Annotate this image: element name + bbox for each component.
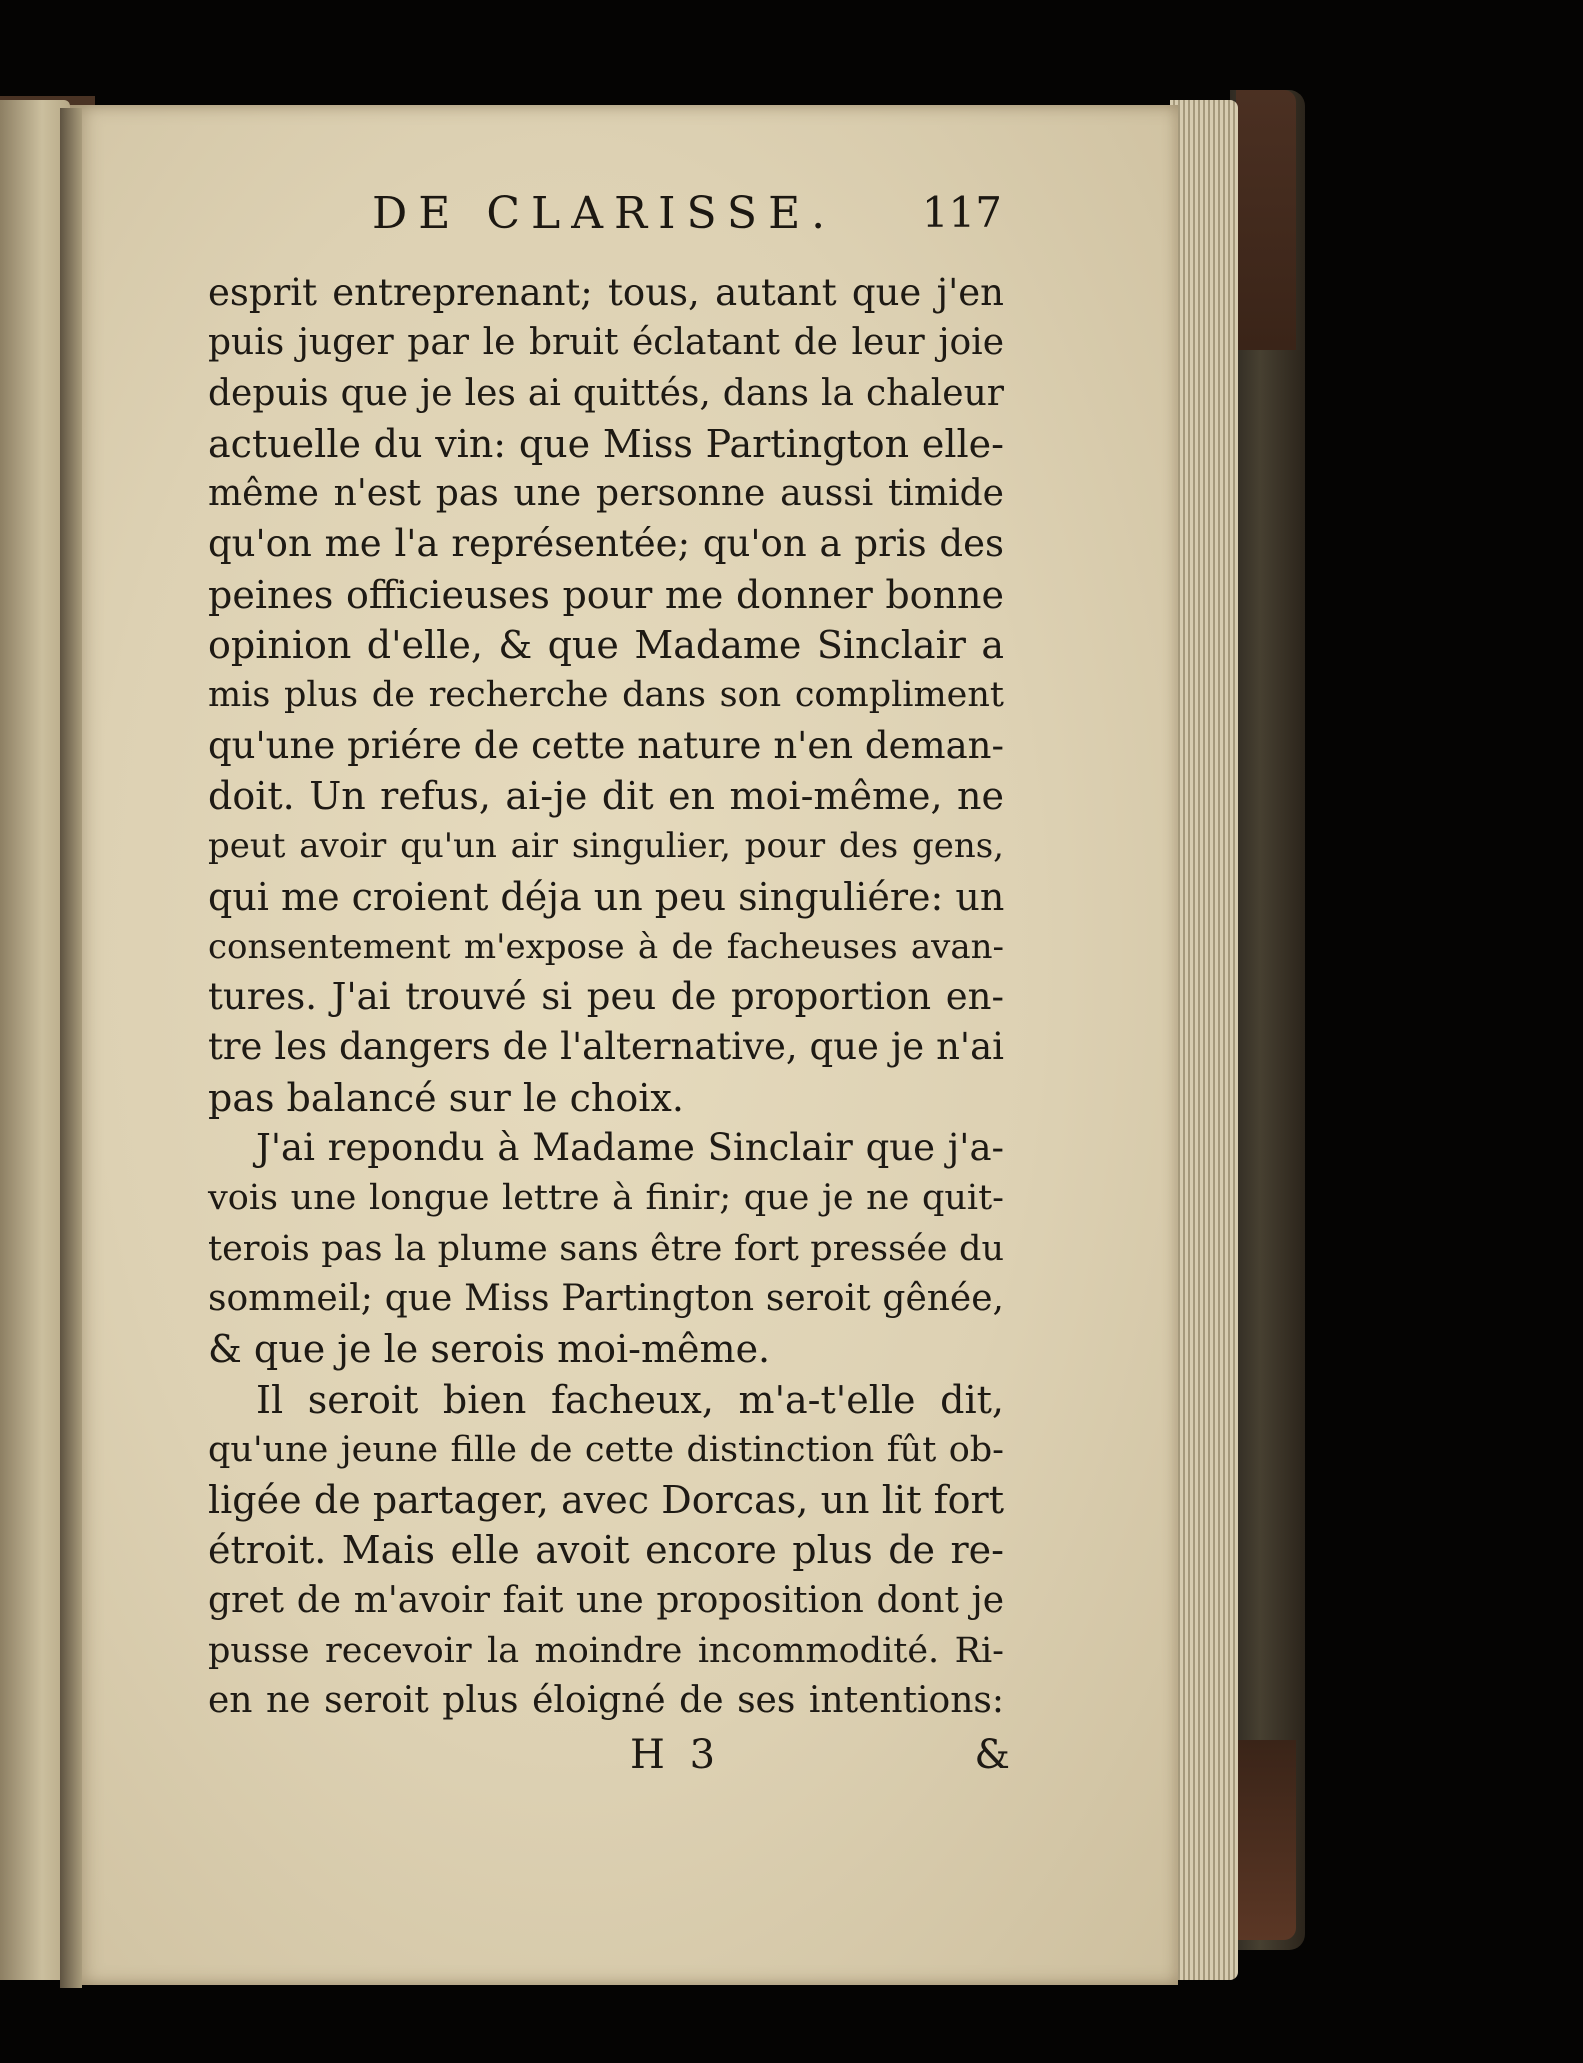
text-line: pusse recevoir la moindre incommodité. Ri- (208, 1631, 1004, 1672)
text-line: gret de m'avoir fait une proposition dont je (208, 1579, 1004, 1621)
text-line: J'ai repondu à Madame Sinclair que j'a- (256, 1126, 1004, 1170)
text-line: même n'est pas une personne aussi timide (208, 473, 1004, 515)
catchword: & (974, 1732, 1010, 1778)
text-line: pas balancé sur le choix. (208, 1075, 684, 1120)
text-line: tures. J'ai trouvé si peu de proportion en- (208, 975, 1004, 1019)
text-line: actuelle du vin: que Miss Partington elle- (208, 421, 1004, 466)
page-edges (1170, 100, 1238, 1980)
text-line: doit. Un refus, ai-je dit en moi-même, ne (208, 773, 1004, 818)
text-line: ligée de partager, avec Dorcas, un lit fort (208, 1478, 1004, 1523)
spine-leather-top (1236, 90, 1296, 350)
text-line: terois pas la plume sans être fort pressée du (208, 1228, 1004, 1269)
body-text (208, 268, 1004, 1727)
text-line: mis plus de recherche dans son compliment (208, 675, 1004, 716)
page-header (372, 188, 1012, 248)
text-line: tre les dangers de l'alternative, que je n'ai (208, 1025, 1004, 1069)
text-line: esprit entreprenant; tous, autant que j'en (208, 271, 1004, 314)
text-line: puis juger par le bruit éclatant de leur joie (208, 322, 1004, 364)
text-line: vois une longue lettre à finir; que je ne quit- (208, 1178, 1004, 1219)
spine-leather-bottom (1236, 1740, 1296, 1940)
page-gutter (60, 108, 82, 1988)
text-line: qui me croient déja un peu singuliére: un (208, 874, 1005, 919)
text-line: peut avoir qu'un air singulier, pour des gens, (208, 826, 1004, 867)
text-line: étroit. Mais elle avoit encore plus de re- (208, 1528, 1004, 1573)
signature-mark: H 3 (630, 1732, 722, 1778)
text-line: consentement m'expose à de facheuses avan- (208, 926, 1004, 967)
text-line: qu'une priére de cette nature n'en deman- (208, 723, 1004, 767)
text-line: Il seroit bien facheux, m'a-t'elle dit, (256, 1377, 1004, 1422)
text-line: en ne seroit plus éloigné de ses intentions: (208, 1680, 1004, 1722)
text-line: opinion d'elle, & que Madame Sinclair a (208, 623, 1004, 668)
text-line: qu'une jeune fille de cette distinction fût ob- (208, 1429, 1004, 1470)
text-line: peines officieuses pour me donner bonne (208, 572, 1004, 617)
text-line: depuis que je les ai quittés, dans la chaleur (208, 372, 1004, 414)
text-line: & que je le serois moi-même. (208, 1327, 771, 1372)
book-spine (1230, 90, 1305, 1950)
page-number: 117 (921, 188, 1002, 237)
running-head: DE CLARISSE. (372, 188, 837, 239)
page-footer (630, 1732, 1010, 1788)
text-line: qu'on me l'a représentée; qu'on a pris des (208, 522, 1004, 566)
text-line: sommeil; que Miss Partington seroit gênée, (208, 1277, 1004, 1319)
